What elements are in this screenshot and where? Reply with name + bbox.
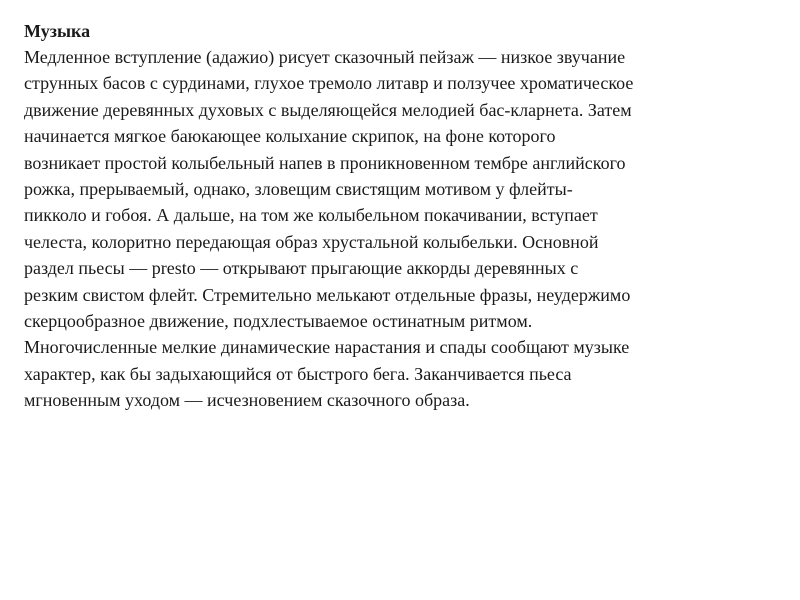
- body-line: возникает простой колыбельный напев в проникновенном тембре английского: [24, 152, 626, 173]
- body-line: резким свистом флейт. Стремительно мелькают отдельные фразы, неудержимо: [24, 284, 631, 305]
- body-line: раздел пьесы — presto — открывают прыгающие аккорды деревянных с: [24, 258, 579, 279]
- body-line: струнных басов с сурдинами, глухое тремоло литавр и ползучее хроматическое: [24, 73, 634, 94]
- body-line: челеста, колоритно передающая образ хрустальной колыбельки. Основной: [24, 231, 599, 252]
- slide-body: [24, 44, 776, 414]
- body-line: Медленное вступление (адажио) рисует сказочный пейзаж — низкое звучание: [24, 47, 626, 67]
- body-line: характер, как бы задыхающийся от быстрого бега. Заканчивается пьеса: [24, 363, 572, 384]
- body-line: Многочисленные мелкие динамические нарастания и спады сообщают музыке: [24, 337, 630, 358]
- body-line: движение деревянных духовых с выделяющейся мелодией бас-кларнета. Затем: [24, 99, 632, 120]
- body-line: скерцообразное движение, подхлестываемое остинатным ритмом.: [24, 311, 533, 332]
- body-line: пикколо и гобоя. А дальше, на том же колыбельном покачивании, вступает: [24, 205, 598, 226]
- body-line: начинается мягкое баюкающее колыхание скрипок, на фоне которого: [24, 126, 556, 147]
- body-line: мгновенным уходом — исчезновением сказочного образа.: [24, 390, 470, 411]
- body-line: рожка, прерываемый, однако, зловещим свистящим мотивом у флейты-: [24, 179, 573, 200]
- slide-title: Музыка: [24, 21, 91, 41]
